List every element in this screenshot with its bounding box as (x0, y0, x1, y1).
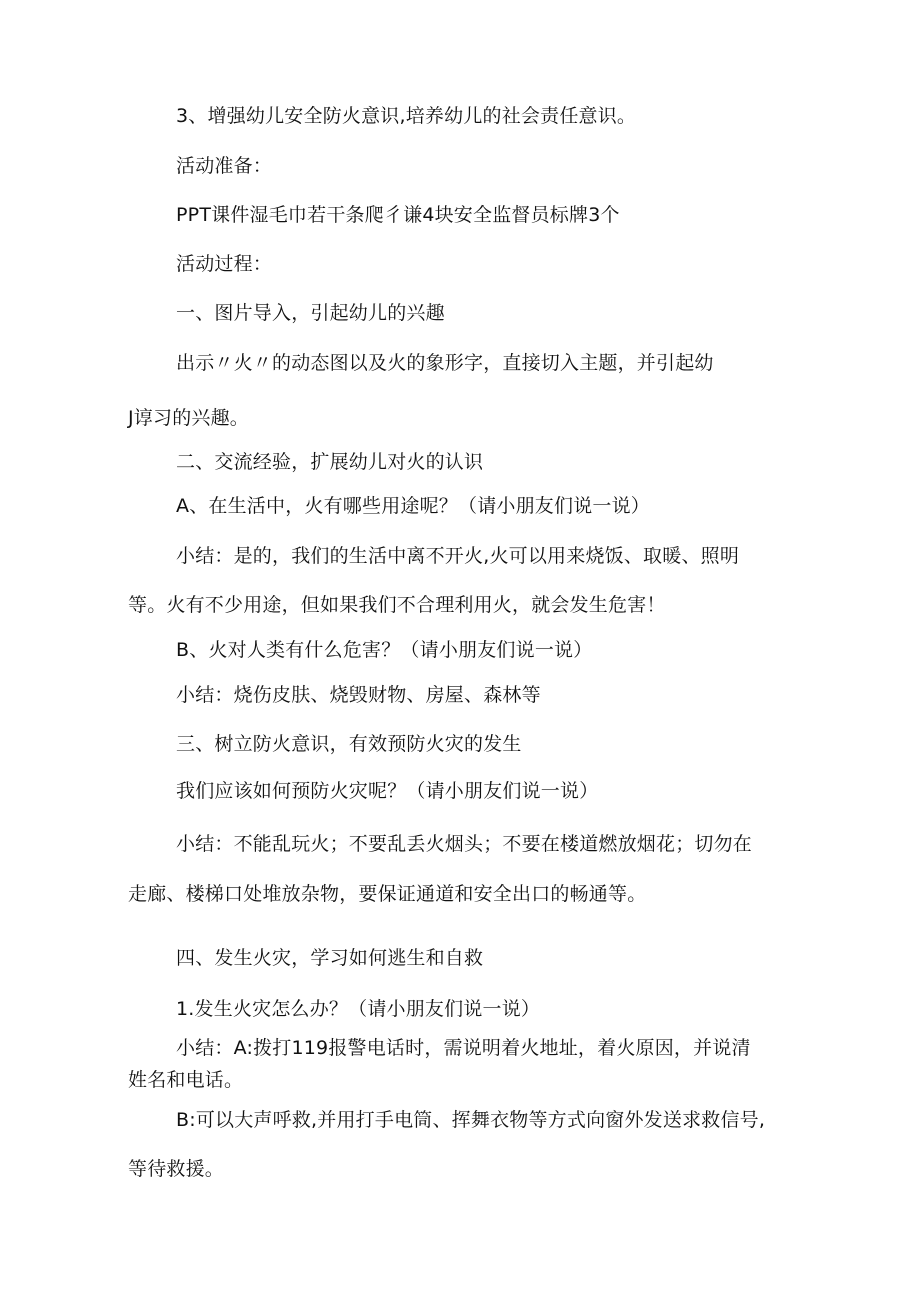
step-heading-2: 二、交流经验，扩展幼儿对火的认识 (176, 451, 484, 473)
summary-line: 小结：烧伤皮肤、烧毁财物、房屋、森林等 (176, 684, 541, 706)
summary-line: 等。火有不少用途，但如果我们不合理利用火，就会发生危害！ (128, 594, 666, 616)
question-line: B、火对人类有什么危害？（请小朋友们说一说） (176, 639, 593, 661)
summary-line: 走廊、楼梯口处堆放杂物，要保证通道和安全出口的畅通等。 (128, 883, 647, 905)
question-line: A、在生活中，火有哪些用途呢？（请小朋友们说一说） (176, 495, 650, 517)
section-heading-process: 活动过程： (176, 253, 273, 275)
step-heading-1: 一、图片导入，引起幼儿的兴趣 (176, 302, 445, 324)
summary-line: 姓名和电话。 (128, 1069, 244, 1091)
paragraph-line: J谆习的兴趣。 (128, 407, 250, 429)
question-line: 我们应该如何预防火灾呢？（请小朋友们说一说） (176, 780, 599, 802)
question-line: 1.发生火灾怎么办？（请小朋友们说一说） (176, 998, 541, 1020)
step-heading-3: 三、树立防火意识，有效预防火灾的发生 (176, 733, 522, 755)
paragraph-line: 出示〃火〃的动态图以及火的象形字，直接切入主题，并引起幼 (176, 352, 714, 374)
section-heading-preparation: 活动准备： (176, 155, 273, 177)
step-heading-4: 四、发生火灾，学习如何逃生和自救 (176, 947, 484, 969)
summary-line: 小结：不能乱玩火；不要乱丢火烟头；不要在楼道燃放烟花；切勿在 (176, 833, 753, 855)
summary-line: 等待救援。 (128, 1158, 225, 1180)
objective-line-3: 3、增强幼儿安全防火意识,培养幼儿的社会责任意识。 (176, 105, 637, 127)
summary-line: B:可以大声呼救,并用打手电筒、挥舞衣物等方式向窗外发送求救信号, (176, 1109, 766, 1131)
summary-line: 小结：A:拨打119报警电话时，需说明着火地址，着火原因，并说清 (176, 1037, 751, 1059)
summary-line: 小结：是的，我们的生活中离不开火,火可以用来烧饭、取暖、照明 (176, 545, 740, 567)
preparation-materials: PPT课件湿毛巾若干条爬彳谦4块安全监督员标牌3个 (176, 204, 620, 226)
